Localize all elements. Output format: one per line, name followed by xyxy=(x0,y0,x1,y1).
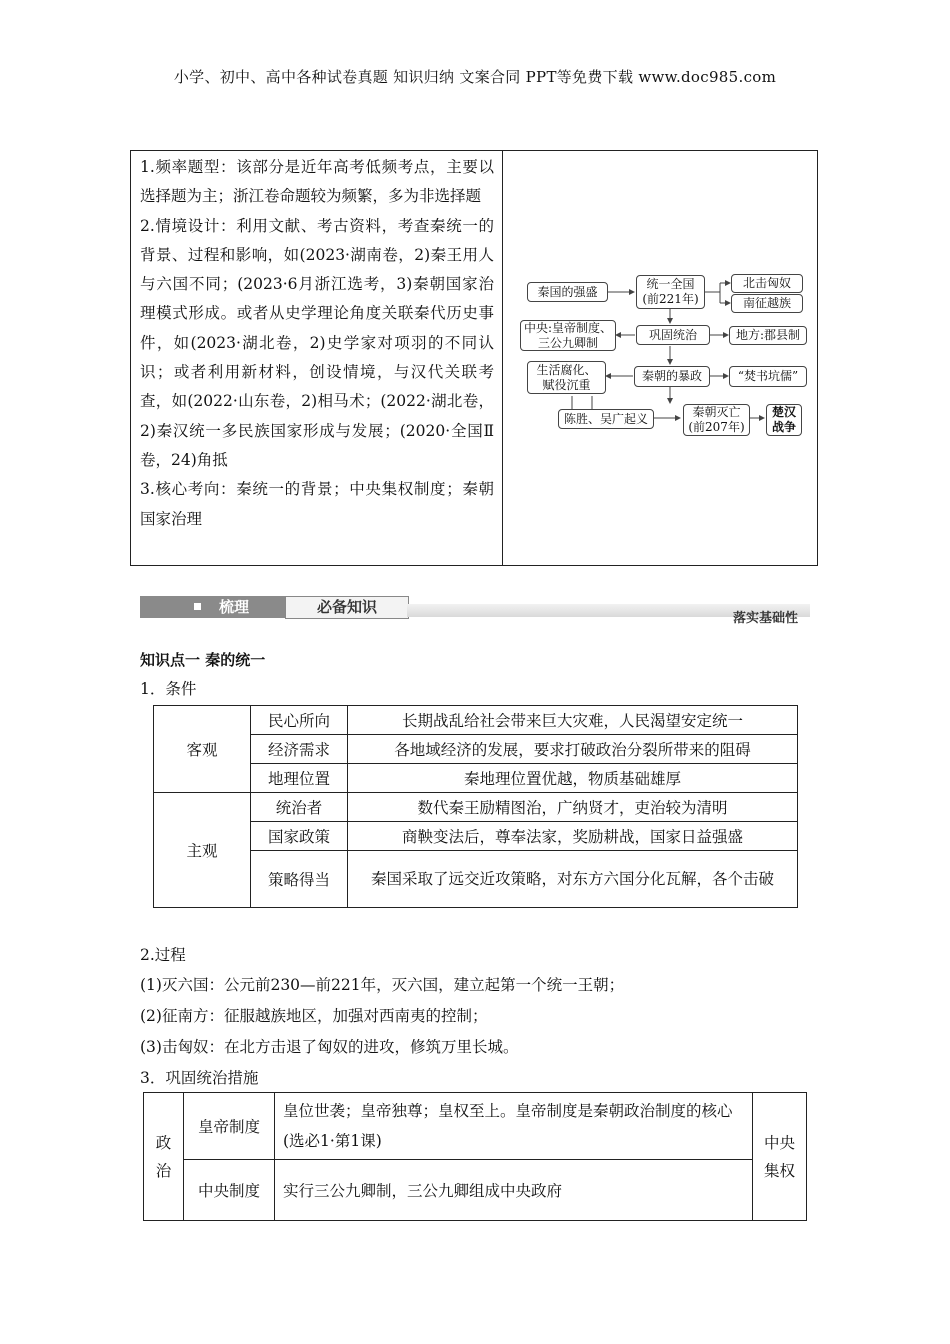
band-right-label: 落实基础性 xyxy=(732,611,798,626)
process-item-3: (3)击匈奴：在北方击退了匈奴的进攻，修筑万里长城。 xyxy=(140,1038,519,1056)
band-tab: 必备知识 xyxy=(285,596,409,619)
flow-chuhan-line1: 楚汉 xyxy=(771,405,796,419)
flow-tyranny: 秦朝的暴政 xyxy=(634,366,710,387)
cond-desc: 秦国采取了远交近攻策略，对东方六国分化瓦解，各个击破 xyxy=(348,851,798,908)
cond-desc: 各地域经济的发展，要求打破政治分裂所带来的阻碍 xyxy=(348,735,798,764)
band-label: 梳理 xyxy=(219,598,250,616)
flow-yue: 南征越族 xyxy=(731,294,803,313)
table-row xyxy=(154,706,798,735)
section-band xyxy=(140,596,810,626)
flow-unify-label: 统一全国 xyxy=(646,277,695,291)
flow-corrupt-line1: 生活腐化、 xyxy=(536,362,597,377)
flow-fall-year: (前207年) xyxy=(688,420,745,434)
band-square-icon xyxy=(194,603,201,610)
cond-desc: 数代秦王励精图治，广纳贤才，吏治较为清明 xyxy=(348,793,798,822)
flow-xiongnu: 北击匈奴 xyxy=(731,274,803,293)
flow-central-line2: 三公九卿制 xyxy=(537,335,598,350)
cond-group-subjective: 主观 xyxy=(154,793,251,908)
measures-group: 政治 xyxy=(144,1093,184,1221)
table-row xyxy=(154,822,798,851)
flow-chuhan xyxy=(766,404,802,436)
flow-corrupt xyxy=(527,361,606,394)
measures-desc: 实行三公九卿制，三公九卿组成中央政府 xyxy=(275,1160,753,1221)
flow-unify xyxy=(636,275,705,309)
measures-desc: 皇位世袭；皇帝独尊；皇权至上。皇帝制度是秦朝政治制度的核心(选必1·第1课) xyxy=(275,1093,753,1160)
table-row xyxy=(154,764,798,793)
flow-diagram xyxy=(502,151,819,565)
flow-uprising: 陈胜、吴广起义 xyxy=(558,409,654,429)
band-bar xyxy=(140,596,285,618)
cond-item: 统治者 xyxy=(251,793,348,822)
flow-central xyxy=(520,320,616,351)
page-header: 小学、初中、高中各种试卷真题 知识归纳 文案合同 PPT等免费下载 www.doc985.com xyxy=(173,68,777,86)
intro-paragraph-2: 2.情境设计：利用文献、考古资料，考查秦统一的背景、过程和影响，如(2023·湖南卷，2)秦王用人与六国不同；(2023·6月浙江选考，3)秦朝国家治理模式形成。或者从史学理论角度关联秦代历史事件，如(2023·湖北卷，2)史学家对项羽的不同认识；或者利用新材料，创设情境，与汉代关联考查，如(2022·山东卷，2)相马术；(2022·湖北卷，2)秦汉统一多民族国家形成与发展；(2020·全国Ⅱ卷，24)角抵 xyxy=(140,216,494,469)
cond-item: 民心所向 xyxy=(251,706,348,735)
flow-fall-label: 秦朝灭亡 xyxy=(692,405,741,419)
flow-fall xyxy=(683,404,750,436)
table-row xyxy=(144,1160,807,1221)
cond-heading: 1．条件 xyxy=(140,680,197,698)
measures-table xyxy=(143,1092,807,1221)
flow-unify-year: (前221年) xyxy=(642,292,699,306)
cond-item: 策略得当 xyxy=(251,851,348,908)
conditions-table xyxy=(153,705,798,908)
process-item-2: (2)征南方：征服越族地区，加强对西南夷的控制； xyxy=(140,1007,488,1025)
cond-item: 经济需求 xyxy=(251,735,348,764)
flow-burn: “焚书坑儒” xyxy=(729,366,807,387)
table-row xyxy=(154,793,798,822)
flow-arrows xyxy=(502,151,819,565)
cond-desc: 商鞅变法后，尊奉法家，奖励耕战，国家日益强盛 xyxy=(348,822,798,851)
cond-desc: 秦地理位置优越，物质基础雄厚 xyxy=(348,764,798,793)
cond-item: 地理位置 xyxy=(251,764,348,793)
flow-central-line1: 中央:皇帝制度、 xyxy=(523,320,613,335)
cond-desc: 长期战乱给社会带来巨大灾难，人民渴望安定统一 xyxy=(348,706,798,735)
intro-paragraph-1: 1.频率题型：该部分是近年高考低频考点，主要以选择题为主；浙江卷命题较为频繁，多为非选择题 xyxy=(140,158,494,206)
process-heading: 2.过程 xyxy=(140,946,186,964)
flow-qin-strong: 秦国的强盛 xyxy=(527,282,608,302)
measures-item: 中央制度 xyxy=(184,1160,275,1221)
table-row xyxy=(154,735,798,764)
cond-group-objective: 客观 xyxy=(154,706,251,793)
process-item-1: (1)灭六国：公元前230—前221年，灭六国，建立起第一个统一王朝； xyxy=(140,976,625,994)
intro-paragraph-3: 3.核心考向：秦统一的背景；中央集权制度；秦朝国家治理 xyxy=(140,480,494,528)
cond-item: 国家政策 xyxy=(251,822,348,851)
measures-heading: 3．巩固统治措施 xyxy=(140,1069,259,1087)
flow-chuhan-line2: 战争 xyxy=(771,420,796,434)
table-row xyxy=(144,1093,807,1160)
measures-right: 中央集权 xyxy=(753,1093,807,1221)
flow-local: 地方:郡县制 xyxy=(729,326,807,345)
intro-table xyxy=(130,150,818,566)
section-title: 知识点一 秦的统一 xyxy=(140,651,266,669)
table-row xyxy=(154,851,798,908)
flow-corrupt-line2: 赋役沉重 xyxy=(542,377,591,392)
measures-item: 皇帝制度 xyxy=(184,1093,275,1160)
intro-text xyxy=(140,153,494,534)
flow-consolidate: 巩固统治 xyxy=(636,325,710,345)
